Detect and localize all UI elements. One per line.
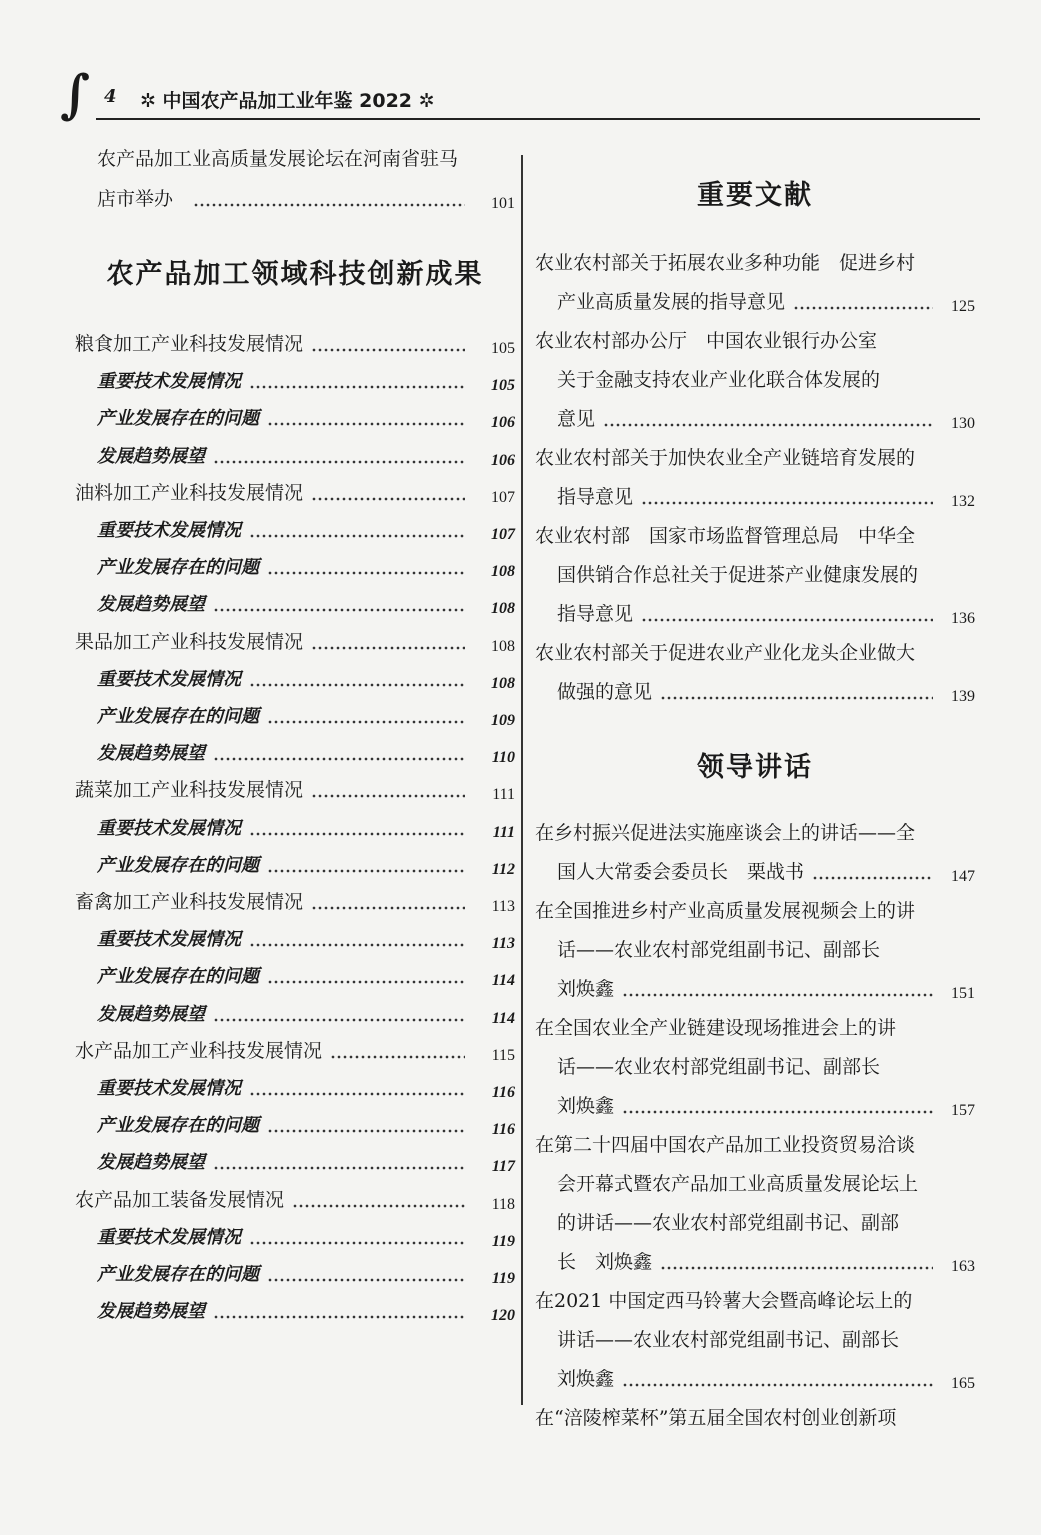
document-entry-continued[interactable] xyxy=(535,362,975,399)
toc-entry-text: 农业农村部办公厅 中国农业银行办公室 xyxy=(535,330,878,352)
toc-entry-text: 在第二十四届中国农产品加工业投资贸易洽谈 xyxy=(535,1134,916,1156)
toc-entry-text: 农业农村部 国家市场监督管理总局 中华全 xyxy=(535,525,916,547)
leader-dots xyxy=(311,644,465,652)
leader-dots xyxy=(249,383,465,391)
toc-page-number: 132 xyxy=(951,493,975,510)
toc-entry-text: 重要技术发展情况 xyxy=(97,817,241,839)
toc-page-number: 101 xyxy=(491,195,515,212)
toc-subentry[interactable] xyxy=(75,1107,515,1144)
toc-entry-text: 农业农村部关于促进农业产业化龙头企业做大 xyxy=(535,642,916,664)
speech-entry-continued[interactable] xyxy=(535,1088,975,1125)
toc-subentry[interactable] xyxy=(75,921,515,958)
toc-entry-text: 产业发展存在的问题 xyxy=(97,557,259,579)
leader-dots xyxy=(249,681,465,689)
toc-page-number: 108 xyxy=(491,674,515,692)
toc-entry-text: 重要技术发展情况 xyxy=(97,668,241,690)
toc-entry-intro-line1[interactable] xyxy=(75,141,515,178)
running-title: ✲ 中国农产品加工业年鉴 2022 ✲ xyxy=(140,90,435,112)
toc-subentry[interactable] xyxy=(75,847,515,884)
leader-dots xyxy=(213,458,465,466)
leader-dots xyxy=(213,606,465,614)
leader-dots xyxy=(213,1313,465,1321)
toc-entry-text: 在全国推进乡村产业高质量发展视频会上的讲 xyxy=(535,900,916,922)
leader-dots xyxy=(311,346,465,354)
document-entry-continued[interactable] xyxy=(535,557,975,594)
speech-entry-continued[interactable] xyxy=(535,932,975,969)
toc-entry-text: 话——农业农村部党组副书记、副部长 xyxy=(557,939,881,961)
leader-dots xyxy=(213,1016,465,1024)
toc-entry[interactable] xyxy=(75,1033,515,1070)
section-title-important-documents: 重要文献 xyxy=(697,180,813,211)
leader-dots xyxy=(267,569,465,577)
toc-entry-text: 话——农业农村部党组副书记、副部长 xyxy=(557,1056,881,1078)
leader-dots xyxy=(660,1264,933,1272)
document-entry[interactable] xyxy=(535,440,975,477)
toc-page-number: 108 xyxy=(491,600,515,618)
toc-entry-text: 发展趋势展望 xyxy=(97,743,205,765)
leader-dots xyxy=(622,991,933,999)
toc-page-number: 139 xyxy=(951,688,975,705)
toc-page-number: 114 xyxy=(491,1009,515,1027)
toc-page-number: 120 xyxy=(491,1307,515,1325)
leader-dots xyxy=(267,1276,465,1284)
toc-subentry[interactable] xyxy=(75,661,515,698)
speech-entry-continued[interactable] xyxy=(535,1361,975,1398)
leader-dots xyxy=(267,718,465,726)
toc-entry-text: 刘焕鑫 xyxy=(557,1368,615,1390)
toc-page-number: 106 xyxy=(491,451,515,469)
leader-dots xyxy=(267,420,465,428)
toc-page-number: 110 xyxy=(491,749,515,767)
toc-page-number: 130 xyxy=(951,415,975,432)
toc-page-number: 136 xyxy=(951,610,975,627)
toc-entry-intro-line2[interactable] xyxy=(75,181,515,218)
toc-entry-text: 重要技术发展情况 xyxy=(97,371,241,393)
toc-entry-text: 指导意见 xyxy=(557,603,634,625)
speech-entry-continued[interactable] xyxy=(535,1244,975,1281)
toc-entry[interactable] xyxy=(75,772,515,809)
toc-entry-text: 发展趋势展望 xyxy=(97,1301,205,1323)
toc-subentry[interactable] xyxy=(75,363,515,400)
toc-page-number: 107 xyxy=(491,488,515,506)
toc-page-number: 113 xyxy=(491,898,515,915)
toc-entry-text: 在乡村振兴促进法实施座谈会上的讲话——全 xyxy=(535,822,916,844)
toc-entry-text: 农产品加工装备发展情况 xyxy=(75,1188,285,1211)
toc-entry-text: 关于金融支持农业产业化联合体发展的 xyxy=(557,369,881,391)
toc-subentry[interactable] xyxy=(75,549,515,586)
toc-entry-text: 发展趋势展望 xyxy=(97,594,205,616)
toc-subentry[interactable] xyxy=(75,1144,515,1181)
toc-page-number: 108 xyxy=(491,637,515,655)
toc-page-number: 163 xyxy=(951,1258,975,1275)
toc-entry-text: 国供销合作总社关于促进茶产业健康发展的 xyxy=(557,564,919,586)
toc-subentry[interactable] xyxy=(75,586,515,623)
speech-entry[interactable] xyxy=(535,1283,975,1320)
toc-subentry[interactable] xyxy=(75,698,515,735)
leader-dots xyxy=(330,1053,465,1061)
toc-subentry[interactable] xyxy=(75,1293,515,1330)
document-entry[interactable] xyxy=(535,635,975,672)
toc-entry-text: 产业高质量发展的指导意见 xyxy=(557,291,786,313)
toc-entry-text: 重要技术发展情况 xyxy=(97,929,241,951)
page-number: 4 xyxy=(104,86,117,107)
toc-entry-text: 畜禽加工产业科技发展情况 xyxy=(75,891,304,913)
leader-dots xyxy=(292,1202,465,1210)
toc-page-number: 109 xyxy=(491,712,515,729)
section-title-leadership-speeches: 领导讲话 xyxy=(697,752,813,783)
toc-subentry[interactable] xyxy=(75,1256,515,1293)
leader-dots xyxy=(249,941,465,949)
header-rule xyxy=(96,118,980,120)
toc-page-number: 117 xyxy=(491,1158,515,1176)
document-entry-continued[interactable] xyxy=(535,401,975,438)
toc-entry-text: 国人大常委会委员长 栗战书 xyxy=(557,861,805,883)
speech-entry-continued[interactable] xyxy=(535,1322,975,1359)
leader-dots xyxy=(249,1090,465,1098)
leader-dots xyxy=(213,755,465,763)
leader-dots xyxy=(267,1127,465,1135)
toc-page-number: 157 xyxy=(951,1102,975,1119)
toc-entry-text: 意见 xyxy=(557,408,596,430)
leader-dots xyxy=(311,792,465,800)
toc-entry-text: 刘焕鑫 xyxy=(557,978,615,1000)
document-entry-continued[interactable] xyxy=(535,674,975,711)
toc-subentry[interactable] xyxy=(75,996,515,1033)
leader-dots xyxy=(249,830,465,838)
toc-entry-text: 产业发展存在的问题 xyxy=(97,854,259,876)
toc-page-number: 116 xyxy=(491,1121,515,1139)
speech-entry[interactable] xyxy=(535,815,975,852)
toc-entry-text: 的讲话——农业农村部党组副书记、副部 xyxy=(557,1212,900,1234)
toc-entry-text: 重要技术发展情况 xyxy=(97,1226,241,1248)
toc-page-number: 111 xyxy=(492,823,515,841)
toc-entry-text: 做强的意见 xyxy=(557,681,653,703)
toc-entry-text: 会开幕式暨农产品加工业高质量发展论坛上 xyxy=(557,1173,919,1195)
toc-page-number: 105 xyxy=(491,377,515,395)
toc-page-number: 114 xyxy=(491,972,515,990)
toc-entry-text: 产业发展存在的问题 xyxy=(97,408,259,430)
toc-entry-text: 在2021 中国定西马铃薯大会暨高峰论坛上的 xyxy=(535,1290,913,1312)
toc-entry-text: 发展趋势展望 xyxy=(97,445,205,467)
toc-subentry[interactable] xyxy=(75,1219,515,1256)
toc-page-number: 116 xyxy=(491,1084,515,1101)
toc-entry[interactable] xyxy=(75,1182,515,1219)
document-entry-continued[interactable] xyxy=(535,596,975,633)
leader-dots xyxy=(249,532,465,540)
leader-dots xyxy=(213,1164,465,1172)
leader-dots xyxy=(311,904,465,912)
speech-entry-continued[interactable] xyxy=(535,1205,975,1242)
toc-entry[interactable] xyxy=(75,624,515,661)
toc-page-number: 111 xyxy=(492,786,515,804)
toc-entry-text: 重要技术发展情况 xyxy=(97,1078,241,1099)
speech-entry-continued[interactable] xyxy=(535,1049,975,1086)
toc-entry-text: 水产品加工产业科技发展情况 xyxy=(75,1039,323,1062)
speech-entry-continued[interactable] xyxy=(535,971,975,1008)
document-entry[interactable] xyxy=(535,518,975,555)
toc-subentry[interactable] xyxy=(75,1070,515,1107)
toc-entry-text: 农业农村部关于加快农业全产业链培育发展的 xyxy=(535,447,916,469)
toc-page-number: 147 xyxy=(951,868,975,885)
leader-dots xyxy=(311,495,465,503)
toc-page-number: 119 xyxy=(491,1270,515,1287)
toc-entry-text: 粮食加工产业科技发展情况 xyxy=(75,333,304,355)
toc-entry-text: 讲话——农业农村部党组副书记、副部长 xyxy=(557,1329,900,1351)
toc-page-number: 105 xyxy=(491,340,515,357)
toc-entry-text: 果品加工产业科技发展情况 xyxy=(75,630,304,653)
leader-dots xyxy=(812,874,933,882)
leader-dots xyxy=(793,304,933,312)
leader-dots xyxy=(622,1108,933,1116)
toc-entry[interactable] xyxy=(75,326,515,363)
toc-entry-text: 蔬菜加工产业科技发展情况 xyxy=(75,779,304,802)
toc-subentry[interactable] xyxy=(75,735,515,772)
document-entry[interactable] xyxy=(535,245,975,282)
toc-entry-text: 农业农村部关于拓展农业多种功能 促进乡村 xyxy=(535,252,916,274)
speech-entry[interactable] xyxy=(535,1400,975,1437)
leader-dots xyxy=(603,421,933,429)
toc-page-number: 107 xyxy=(491,526,515,543)
toc-entry-text: 发展趋势展望 xyxy=(97,1152,205,1174)
toc-entry[interactable] xyxy=(75,475,515,512)
toc-page-number: 165 xyxy=(951,1375,975,1392)
decorative-logo: ∫ xyxy=(60,64,91,125)
toc-subentry[interactable] xyxy=(75,810,515,847)
leader-dots xyxy=(267,978,465,986)
toc-entry-text: 发展趋势展望 xyxy=(97,1003,205,1025)
column-divider xyxy=(521,155,523,1405)
speech-entry-continued[interactable] xyxy=(535,854,975,891)
speech-entry[interactable] xyxy=(535,1010,975,1047)
toc-page-number: 125 xyxy=(951,298,975,315)
toc-subentry[interactable] xyxy=(75,958,515,995)
toc-subentry[interactable] xyxy=(75,438,515,475)
toc-page-number: 115 xyxy=(491,1046,515,1064)
toc-subentry[interactable] xyxy=(75,512,515,549)
toc-page-number: 112 xyxy=(491,860,515,878)
toc-entry-text: 重要技术发展情况 xyxy=(97,520,241,541)
leader-dots xyxy=(193,201,465,209)
toc-entry-text: 在全国农业全产业链建设现场推进会上的讲 xyxy=(535,1017,897,1039)
page-header xyxy=(60,64,980,125)
toc-page-number: 108 xyxy=(491,563,515,581)
toc-page-number: 151 xyxy=(951,985,975,1002)
toc-entry-text: 产业发展存在的问题 xyxy=(97,966,259,988)
toc-subentry[interactable] xyxy=(75,400,515,437)
leader-dots xyxy=(641,499,933,507)
toc-page-number: 119 xyxy=(491,1232,515,1250)
section-title-tech-innovation: 农产品加工领域科技创新成果 xyxy=(106,259,484,290)
leader-dots xyxy=(641,616,933,624)
speech-entry[interactable] xyxy=(535,893,975,930)
toc-entry-text: 长 刘焕鑫 xyxy=(557,1251,653,1273)
toc-entry-text: 指导意见 xyxy=(557,486,634,508)
toc-page-number: 118 xyxy=(491,1195,515,1213)
leader-dots xyxy=(622,1381,933,1389)
toc-page-number: 113 xyxy=(491,935,515,953)
leader-dots xyxy=(267,867,465,875)
toc-page-number: 106 xyxy=(491,414,515,432)
toc-entry-text: 产业发展存在的问题 xyxy=(97,1264,259,1285)
toc-entry-text: 店市举办 xyxy=(97,188,174,210)
document-entry[interactable] xyxy=(535,323,975,360)
leader-dots xyxy=(249,1239,465,1247)
toc-entry-text: 产业发展存在的问题 xyxy=(97,706,259,727)
leader-dots xyxy=(660,694,933,702)
toc-entry-text: 产业发展存在的问题 xyxy=(97,1115,259,1137)
speech-entry[interactable] xyxy=(535,1127,975,1164)
toc-entry-text: 刘焕鑫 xyxy=(557,1095,615,1117)
toc-entry-text: 在“涪陵榨菜杯”第五届全国农村创业创新项 xyxy=(535,1407,897,1429)
toc-entry-text: 农产品加工业高质量发展论坛在河南省驻马 xyxy=(97,148,459,170)
toc-entry-text: 油料加工产业科技发展情况 xyxy=(75,481,304,504)
speech-entry-continued[interactable] xyxy=(535,1166,975,1203)
document-entry-continued[interactable] xyxy=(535,479,975,516)
toc-entry[interactable] xyxy=(75,884,515,921)
document-entry-continued[interactable] xyxy=(535,284,975,321)
